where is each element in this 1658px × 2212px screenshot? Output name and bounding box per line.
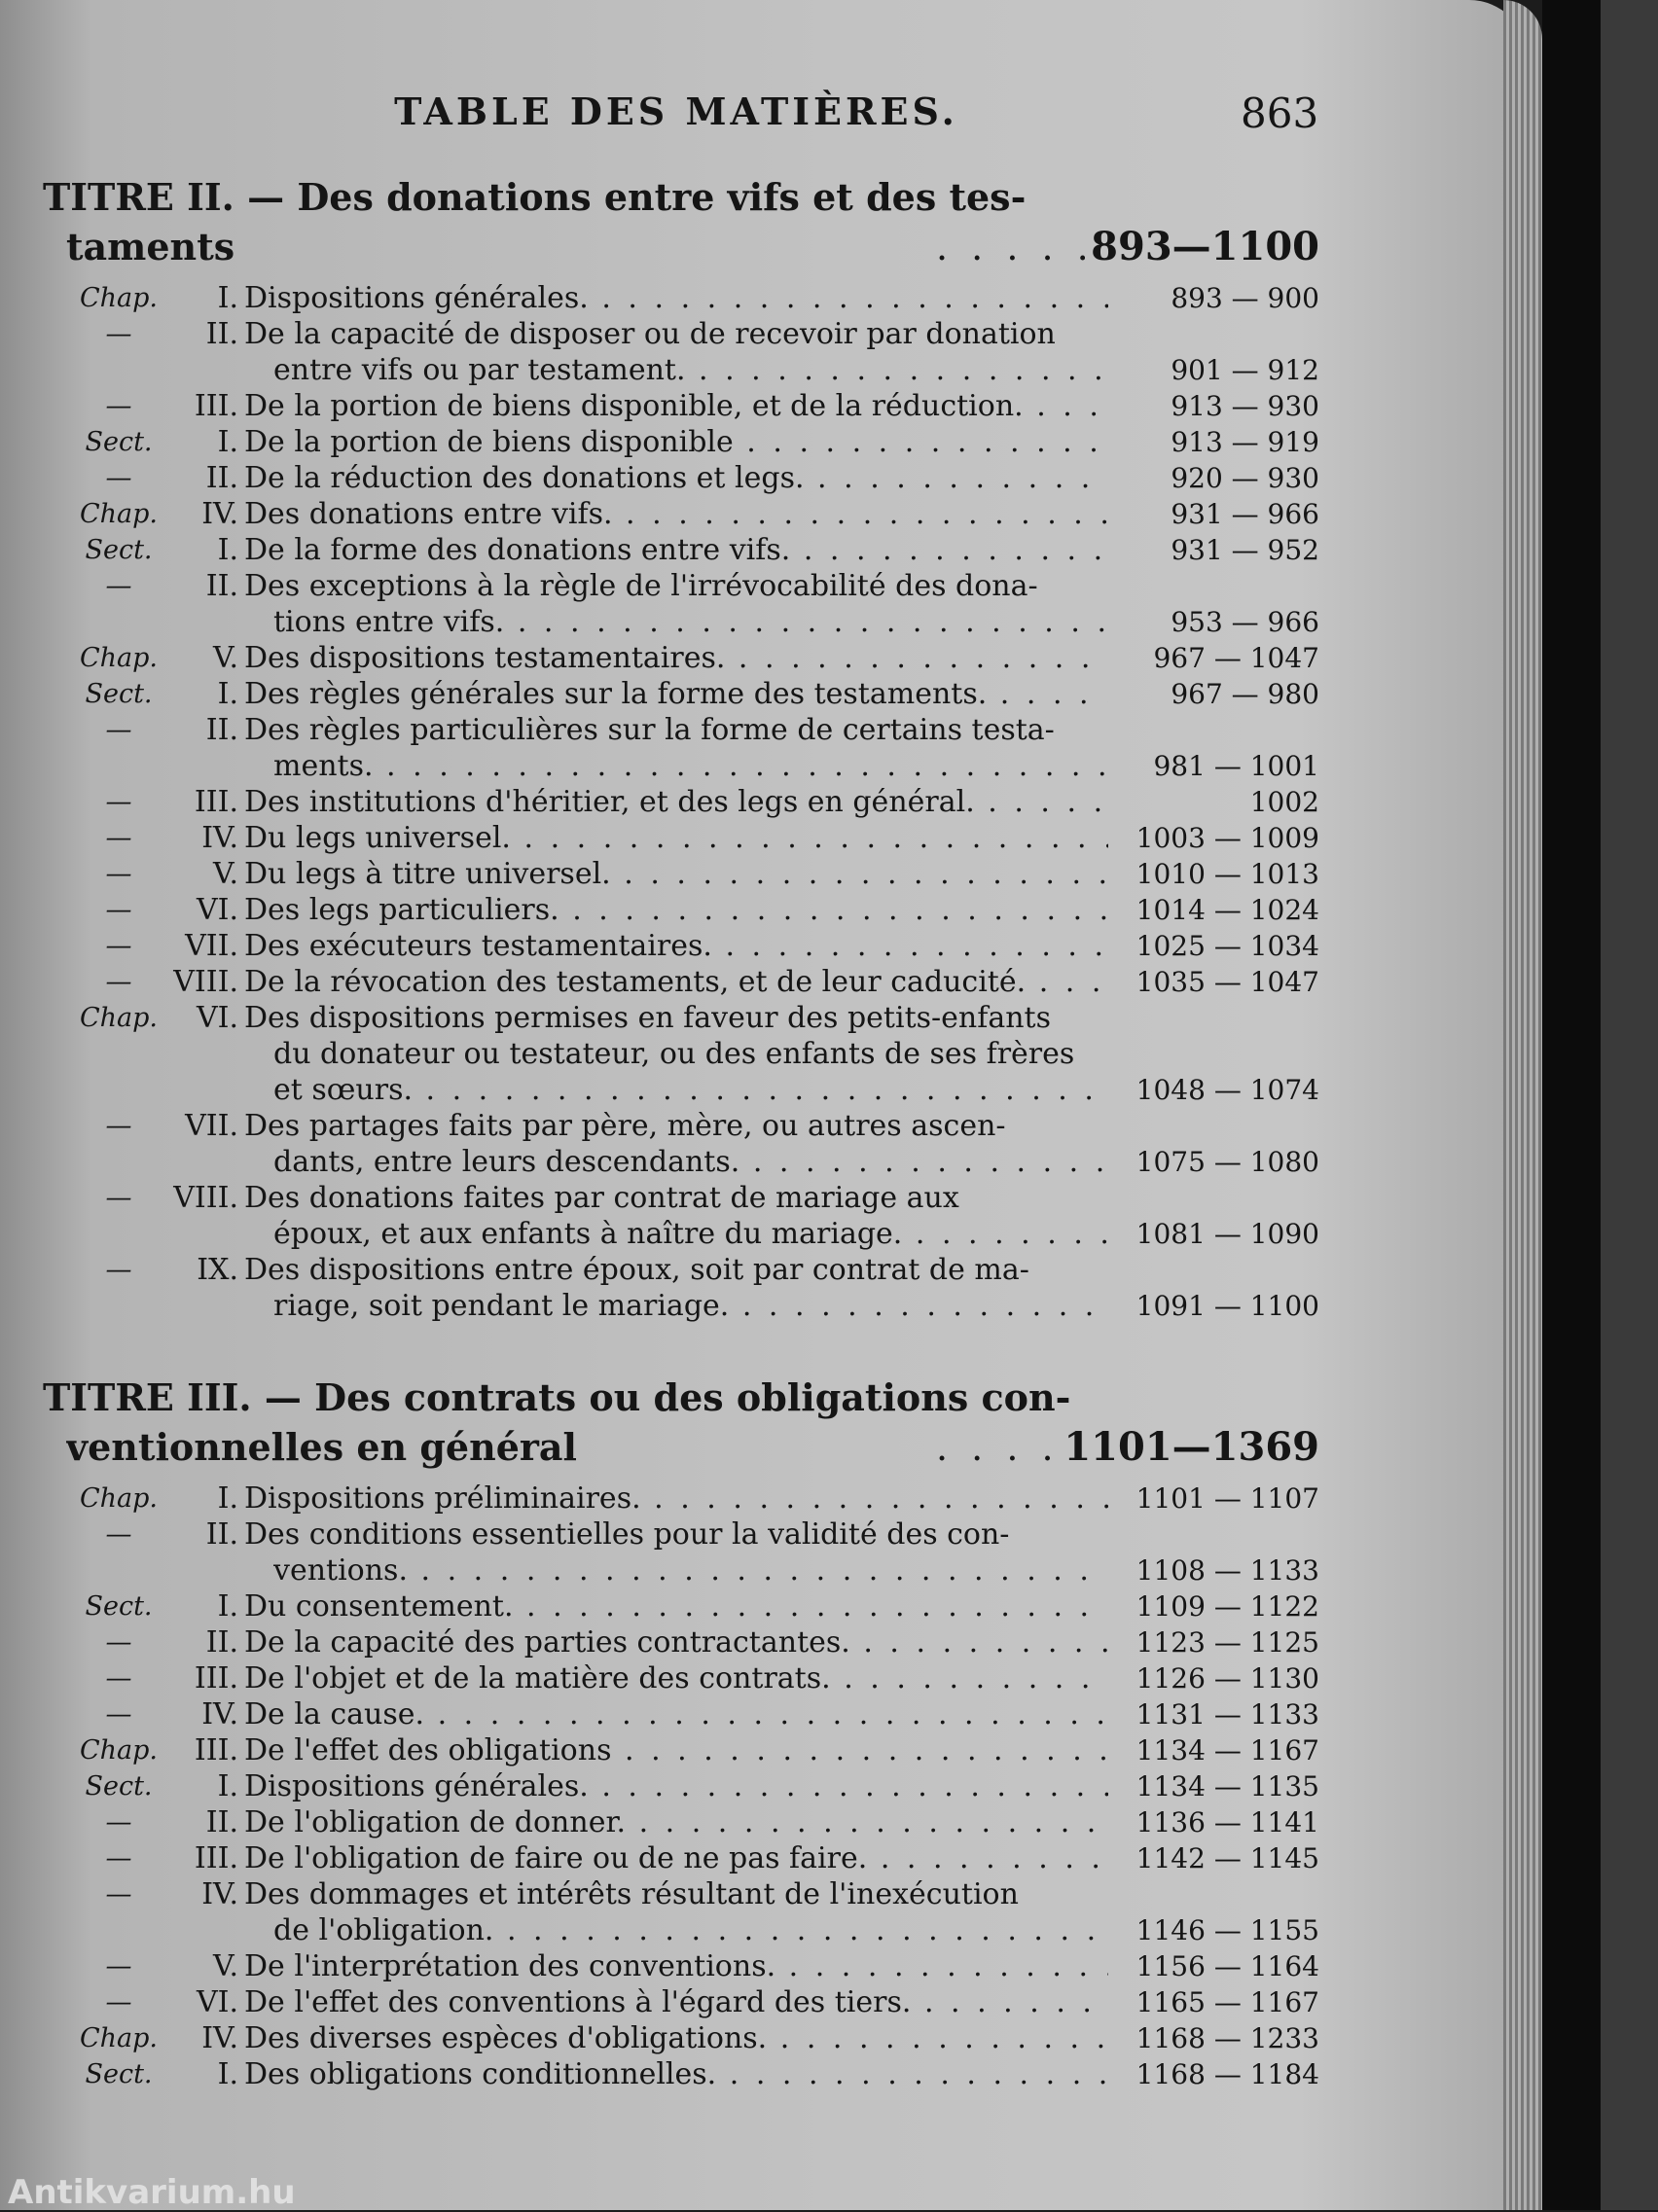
division-number: I. [217,1769,238,1803]
entry-text: riage, soit pendant le mariage. . . . [273,1288,1108,1324]
article-range: 931 — 952 [1171,534,1319,566]
division-level: — [105,859,132,889]
entry-text: ventions. . . . [273,1552,1108,1588]
entry-text: Des diverses espèces d'obligations. . . . [244,2020,1108,2056]
toc-entry-line [0,1804,1333,1840]
article-range: 1142 — 1145 [1135,1842,1319,1874]
toc-entry-line [0,1072,1333,1108]
entry-text: Des règles particulières sur la forme de certains testa- [244,713,1055,747]
toc-entry [0,1588,1333,1624]
division-number: I. [217,677,238,711]
toc-entry-line [0,1180,1333,1216]
toc-entry [0,892,1333,928]
division-number: III. [194,785,238,819]
entry-text: Des exécuteurs testamentaires. . . . [244,928,1108,964]
division-number: V. [213,1949,238,1983]
entry-text: entre vifs ou par testament. . . . [273,352,1108,388]
article-range: 1109 — 1122 [1135,1590,1319,1623]
entry-text: De l'obligation de donner. . . . [244,1804,1108,1840]
entry-text: et sœurs. . . . [273,1072,1108,1108]
toc-entry-line [0,280,1333,316]
division-level: — [105,715,132,745]
toc-entry-line [0,2020,1333,2056]
toc-entry [0,856,1333,892]
division-number: II. [205,1625,238,1659]
division-number: IV. [201,1697,238,1731]
toc-entry [0,2056,1333,2092]
division-level: — [105,1699,132,1730]
article-range: 1136 — 1141 [1135,1806,1319,1838]
article-range: 1123 — 1125 [1135,1626,1319,1659]
toc-entry-line [0,1252,1333,1288]
toc-entry-line [0,1948,1333,1984]
entry-text: Des exceptions à la règle de l'irrévocabilité des dona- [244,569,1038,603]
toc-entry [0,532,1333,568]
entry-text: Dispositions générales. . . . [244,280,1108,316]
article-range: 1048 — 1074 [1135,1074,1319,1106]
article-range: 1168 — 1233 [1135,2022,1319,2054]
division-number: II. [205,713,238,747]
title-article-range: 1101—1369 [1063,1424,1319,1470]
division-level: Sect. [85,679,153,709]
division-level: — [105,967,132,997]
division-number: I. [217,425,238,459]
division-number: I. [217,1481,238,1516]
toc-entry-line [0,1768,1333,1804]
division-number: V. [213,857,238,891]
division-number: IV. [201,821,238,855]
toc-entry-line [0,1912,1333,1948]
entry-text: dants, entre leurs descendants. . . . [273,1144,1108,1180]
entry-text: tions entre vifs. . . . [273,604,1108,640]
title-heading-line [43,1422,1319,1473]
toc-entry-line [0,1481,1333,1516]
entry-text: De la portion de biens disponible . . . [244,424,1108,460]
title-heading-line: TITRE II. — Des donations entre vifs et des tes- [43,175,1027,219]
title-heading-text: ventionnelles en général [66,1425,577,1469]
division-level: Sect. [85,535,153,565]
division-level: — [105,1183,132,1213]
title-heading-line [43,222,1319,272]
division-number: VI. [196,1001,238,1035]
toc-entry [0,1876,1333,1948]
entry-text: Des règles générales sur la forme des testaments. . . . [244,676,1108,712]
entry-text: Des dommages et intérêts résultant de l'inexécution [244,1877,1019,1911]
entry-text: Des donations faites par contrat de mariage aux [244,1181,959,1215]
article-range: 1131 — 1133 [1135,1698,1319,1730]
toc-entry [0,1516,1333,1588]
division-number: III. [194,1661,238,1695]
toc-entry [0,1000,1333,1108]
toc-entry [0,424,1333,460]
article-range: 1014 — 1024 [1135,894,1319,926]
toc-entry-line [0,1732,1333,1768]
division-number: VI. [196,893,238,927]
running-header-title: TABLE DES MATIÈRES. [394,89,958,133]
division-level: Chap. [79,643,158,673]
article-range: 1165 — 1167 [1135,1986,1319,2018]
division-level: Chap. [79,283,158,313]
entry-text: Du legs à titre universel. . . . [244,856,1108,892]
toc-entry [0,2020,1333,2056]
division-level: Chap. [79,1735,158,1766]
article-range: 1134 — 1135 [1135,1770,1319,1802]
article-range: 913 — 930 [1171,390,1319,422]
article-range: 893 — 900 [1171,282,1319,314]
division-number: VIII. [173,1181,238,1215]
entry-text: Du consentement. . . . [244,1588,1108,1624]
toc-entry-line [0,1696,1333,1732]
division-level: Chap. [79,1483,158,1514]
entry-text: De la cause. . . . [244,1696,1108,1732]
toc-entry-line [0,1876,1333,1912]
toc-entry [0,496,1333,532]
division-level: — [105,319,132,349]
book-binding [1542,0,1601,2210]
division-number: I. [217,533,238,567]
toc-entry-line [0,892,1333,928]
toc-entry-line [0,928,1333,964]
toc-entry [0,280,1333,316]
title-heading [43,173,1319,272]
toc-entry-line [0,748,1333,784]
article-range: 1146 — 1155 [1135,1914,1319,1946]
toc-entry [0,784,1333,820]
toc-entry [0,1840,1333,1876]
toc-entry [0,1984,1333,2020]
division-level: — [105,1255,132,1285]
entry-text: De la révocation des testaments, et de leur caducité. . . . [244,964,1108,1000]
toc-entry [0,1732,1333,1768]
division-level: Sect. [85,1771,153,1802]
article-range: 1003 — 1009 [1135,822,1319,854]
entry-text: De la réduction des donations et legs. . . . [244,460,1108,496]
title-heading-text: taments [66,225,235,268]
entry-text: De l'interprétation des conventions. . . . [244,1948,1108,1984]
toc-entry-line [0,1288,1333,1324]
toc-entry-line [0,496,1333,532]
entry-text: De la capacité de disposer ou de recevoir par donation [244,317,1056,351]
article-range: 1075 — 1080 [1135,1146,1319,1178]
article-range: 1126 — 1130 [1135,1662,1319,1695]
article-range: 1091 — 1100 [1135,1290,1319,1322]
toc-entry-line [0,1216,1333,1252]
toc-entry [0,1804,1333,1840]
toc-entry-line [0,1552,1333,1588]
division-number: II. [205,461,238,495]
toc-entry-line [0,1984,1333,2020]
toc-entry-line [0,1144,1333,1180]
entry-text: Dispositions générales. . . . [244,1768,1108,1804]
toc-entry-line [0,1000,1333,1036]
division-number: VII. [185,1109,238,1143]
division-number: IV. [201,1877,238,1911]
page-number: 863 [1241,89,1319,137]
toc-entry-line [0,424,1333,460]
toc-entry-line [0,640,1333,676]
article-range: 1035 — 1047 [1135,966,1319,998]
entry-text: Des partages faits par père, mère, ou autres ascen- [244,1109,1006,1143]
toc-entry [0,1481,1333,1516]
division-level: — [105,463,132,493]
toc-entry [0,640,1333,676]
toc-entry-line [0,820,1333,856]
entry-text: de l'obligation. . . . [273,1912,1108,1948]
toc-entry-line [0,1840,1333,1876]
entry-text: De la forme des donations entre vifs. . . . [244,532,1108,568]
toc-entry-line [0,1036,1333,1072]
toc-entry [0,1252,1333,1324]
entry-text: Des dispositions testamentaires. . . . [244,640,1108,676]
entry-text: De la capacité des parties contractantes. . . . [244,1624,1108,1660]
toc-entry-line [0,604,1333,640]
toc-entry-line [0,316,1333,352]
division-level: — [105,895,132,925]
division-number: II. [205,317,238,351]
division-number: III. [194,1733,238,1767]
toc-entry [0,388,1333,424]
division-number: II. [205,1517,238,1552]
division-number: II. [205,1805,238,1839]
division-number: VIII. [173,965,238,999]
entry-text: De l'effet des conventions à l'égard des tiers. . . . [244,1984,1108,2020]
division-level: — [105,1879,132,1909]
article-range: 1025 — 1034 [1135,930,1319,962]
entry-text: ments. . . . [273,748,1108,784]
toc-entry [0,316,1333,388]
division-number: IV. [201,2021,238,2055]
toc-entry-line [0,1108,1333,1144]
book-cover [1601,0,1658,2210]
entry-text: Des dispositions permises en faveur des petits-enfants [244,1001,1051,1035]
entry-text: Des conditions essentielles pour la validité des con- [244,1517,1010,1552]
entry-text: De l'objet et de la matière des contrats. . . . [244,1660,1108,1696]
toc-entry [0,1948,1333,1984]
division-level: — [105,1843,132,1873]
entry-text: époux, et aux enfants à naître du mariage. . . . [273,1216,1108,1252]
article-range: 931 — 966 [1171,498,1319,530]
entry-text: Dispositions préliminaires. . . . [244,1481,1108,1516]
division-level: — [105,391,132,421]
division-level: — [105,1807,132,1837]
toc-entry-line [0,856,1333,892]
toc-entry [0,1624,1333,1660]
division-level: Chap. [79,499,158,529]
division-number: I. [217,281,238,315]
toc-entry [0,712,1333,784]
division-level: — [105,1627,132,1658]
toc-entry [0,1768,1333,1804]
article-range: 1002 [1249,786,1319,818]
toc-entry-line [0,964,1333,1000]
article-range: 1156 — 1164 [1135,1950,1319,1982]
article-range: 1134 — 1167 [1135,1734,1319,1766]
toc-entry [0,568,1333,640]
entry-text: De l'obligation de faire ou de ne pas faire. . . . [244,1840,1108,1876]
article-range: 901 — 912 [1171,354,1319,386]
article-range: 967 — 980 [1171,678,1319,710]
article-range: 913 — 919 [1171,426,1319,458]
toc-entry [0,1180,1333,1252]
toc-entry-line [0,1588,1333,1624]
toc-entry-line [0,2056,1333,2092]
toc-entry [0,1696,1333,1732]
division-number: VI. [196,1985,238,2019]
article-range: 967 — 1047 [1153,642,1319,674]
leader-dots [936,1422,1058,1473]
division-level: — [105,931,132,961]
entry-text: Des dispositions entre époux, soit par contrat de ma- [244,1253,1029,1287]
toc-entry-line [0,352,1333,388]
article-range: 953 — 966 [1171,606,1319,638]
entry-text: De l'effet des obligations . . . [244,1732,1108,1768]
title-heading-line: TITRE III. — Des contrats ou des obligations con- [43,1375,1071,1419]
division-level: Chap. [79,1003,158,1033]
article-range: 920 — 930 [1171,462,1319,494]
division-level: Sect. [85,427,153,457]
division-level: — [105,1951,132,1981]
title-article-range: 893—1100 [1091,224,1319,269]
toc-entry [0,1660,1333,1696]
division-number: IV. [201,497,238,531]
division-level: — [105,1663,132,1694]
article-range: 1168 — 1184 [1135,2058,1319,2090]
toc-entry [0,820,1333,856]
toc-entry-line [0,388,1333,424]
toc-entry-line [0,784,1333,820]
entry-text: De la portion de biens disponible, et de la réduction. . . . [244,388,1108,424]
entry-text: Des donations entre vifs. . . . [244,496,1108,532]
article-range: 1081 — 1090 [1135,1218,1319,1250]
entry-text: Des institutions d'héritier, et des legs en général. . . . [244,784,1108,820]
article-range: 1010 — 1013 [1135,858,1319,890]
division-number: IX. [197,1253,238,1287]
watermark-text: Antikvarium.hu [8,2173,296,2212]
entry-text: du donateur ou testateur, ou des enfants de ses frères [273,1037,1075,1071]
division-level: Sect. [85,2059,153,2089]
entry-text: Du legs universel. . . . [244,820,1108,856]
division-number: VII. [185,929,238,963]
division-level: Chap. [79,2023,158,2053]
division-number: I. [217,2057,238,2091]
division-level: — [105,1111,132,1141]
toc-entry [0,928,1333,964]
toc-entry [0,964,1333,1000]
toc-entry-line [0,568,1333,604]
toc-entry-line [0,676,1333,712]
leader-dots [936,222,1085,272]
toc-entry-line [0,532,1333,568]
entry-text: Des obligations conditionnelles. . . . [244,2056,1108,2092]
title-heading [43,1374,1319,1473]
entry-text: Des legs particuliers. . . . [244,892,1108,928]
toc-entry-line [0,1660,1333,1696]
division-level: — [105,787,132,817]
article-range: 981 — 1001 [1153,750,1319,782]
division-level: — [105,1519,132,1550]
division-number: II. [205,569,238,603]
division-number: I. [217,1589,238,1623]
toc-entry [0,460,1333,496]
toc-entry-line [0,1516,1333,1552]
article-range: 1108 — 1133 [1135,1554,1319,1587]
toc-entry [0,676,1333,712]
toc-entry-line [0,460,1333,496]
division-number: V. [213,641,238,675]
division-number: III. [194,1841,238,1875]
article-range: 1101 — 1107 [1135,1482,1319,1515]
toc-entry-line [0,1624,1333,1660]
division-number: III. [194,389,238,423]
division-level: — [105,823,132,853]
toc-entry-line [0,712,1333,748]
division-level: — [105,571,132,601]
division-level: Sect. [85,1591,153,1622]
toc-entry [0,1108,1333,1180]
division-level: — [105,1987,132,2017]
